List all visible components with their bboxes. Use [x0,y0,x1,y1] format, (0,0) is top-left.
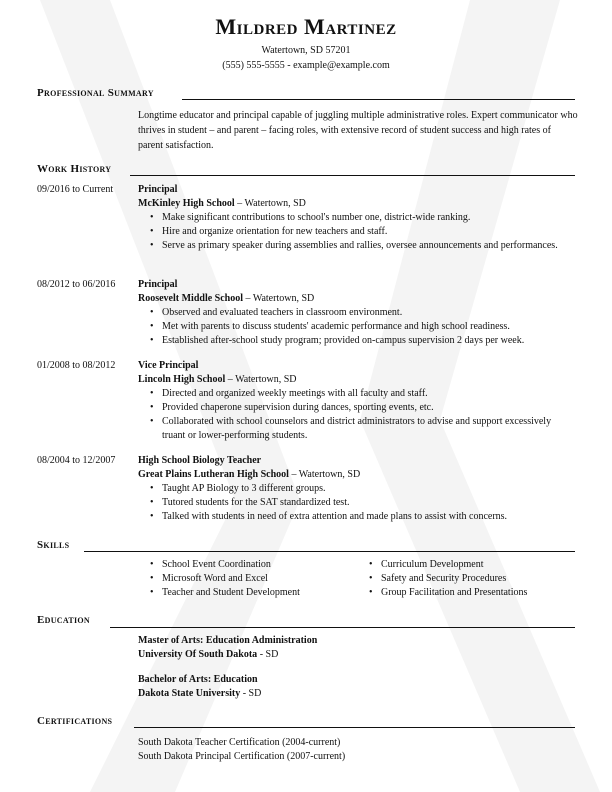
list-item: • School Event Coordination [138,558,358,572]
job-employer-line [138,468,360,482]
school-location: - SD [240,688,262,699]
certification-item: South Dakota Teacher Certification (2004-current) [138,737,341,748]
job-dates: 09/2016 to Current [37,184,114,195]
job-employer: Roosevelt Middle School [138,293,243,304]
list-item: • Provided chaperone supervision during dances, sporting events, etc. [138,401,558,415]
job-title: High School Biology Teacher [138,455,262,466]
list-item: • Taught AP Biology to 3 different groups. [138,482,578,496]
section-title-education: Education [37,614,91,626]
list-item: • Safety and Security Procedures [357,572,577,586]
list-item: • Make significant contributions to school's number one, district-wide ranking. [138,211,558,225]
section-title-certifications: Certifications [37,715,113,727]
job-location: – Watertown, SD [288,469,361,480]
job-location: – Watertown, SD [225,374,297,385]
list-item: • Group Facilitation and Presentations [357,586,577,600]
contact-address: Watertown, SD 57201 [261,45,351,56]
list-item: • Hire and organize orientation for new teachers and staff. [138,225,558,239]
job-location: – Watertown, SD [234,198,306,209]
section-rule [134,727,575,728]
job-title: Vice Principal [138,360,199,371]
list-item: • Talked with students in need of extra attention and made plans to assist with concerns. [138,510,578,524]
job-dates: 08/2004 to 12/2007 [37,455,116,466]
list-item: • Teacher and Student Development [138,586,358,600]
certification-item: South Dakota Principal Certification (2007-current) [138,751,346,762]
degree-field: : Education [207,674,258,685]
section-title-work-history: Work History [37,163,112,175]
list-item: • Microsoft Word and Excel [138,572,358,586]
education-school [138,687,261,701]
list-item: • Observed and evaluated teachers in classroom environment. [138,306,578,320]
job-dates: 08/2012 to 06/2016 [37,279,116,290]
degree-name: Master of Arts [138,635,201,646]
job-bullets [138,306,578,348]
skills-list-left [138,558,358,600]
job-title: Principal [138,279,178,290]
section-rule [182,99,575,100]
job-employer: Lincoln High School [138,374,226,385]
education-degree [138,634,317,648]
job-bullets [138,482,578,524]
education-school [138,648,278,662]
list-item: • Serve as primary speaker during assemblies and rallies, oversee announcements and performances. [138,239,558,253]
section-title-skills: Skills [37,539,70,551]
job-employer-line [138,197,306,211]
school-name: University Of South Dakota [138,649,258,660]
job-employer: McKinley High School [138,198,235,209]
skills-list-right [357,558,577,600]
candidate-name: Mildred Martinez [215,14,397,39]
education-degree [138,673,258,687]
degree-field: : Education Administration [200,635,318,646]
section-rule [110,627,575,628]
degree-name: Bachelor of Arts [138,674,208,685]
list-item: • Met with parents to discuss students' academic performance and high school readiness. [138,320,578,334]
list-item: • Directed and organized weekly meetings with all faculty and staff. [138,387,558,401]
job-dates: 01/2008 to 08/2012 [37,360,116,371]
section-title-summary: Professional Summary [37,87,154,99]
job-employer: Great Plains Lutheran High School [138,469,289,480]
contact-phone-email: (555) 555-5555 - example@example.com [222,60,390,71]
job-location: – Watertown, SD [243,293,315,304]
job-bullets [138,211,558,253]
job-employer-line [138,292,314,306]
job-bullets [138,387,558,443]
list-item: • Collaborated with school counselors and district administrators to advise and support excessively truant or lower-performing students. [138,415,558,443]
job-employer-line [138,373,296,387]
list-item: • Tutored students for the SAT standardized test. [138,496,578,510]
school-location: - SD [257,649,279,660]
school-name: Dakota State University [138,688,241,699]
list-item: • Established after-school study program; provided on-campus supervision 2 days per week. [138,334,578,348]
section-rule [84,551,575,552]
section-rule [130,175,575,176]
list-item: • Curriculum Development [357,558,577,572]
summary-text: Longtime educator and principal capable of juggling multiple administrative roles. Expert communicator who thrives in student – and parent – facing roles, with extensive record of student success and high rates of parent satisfaction. [138,110,578,151]
job-title: Principal [138,184,178,195]
